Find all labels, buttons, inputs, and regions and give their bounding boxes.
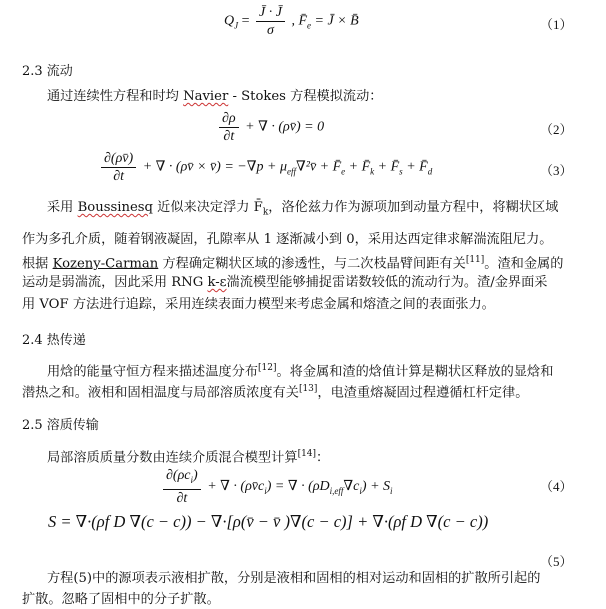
equation-4: $\frac{\partial(\rho c_i)}{\partial t}$ + ∇ · $(\rho v̄c_i)$ = ∇ · $(\rho D_{i,eff}\nabla c_i) + S_i$ bbox=[160, 467, 393, 507]
term-boussinesq: Boussinesq bbox=[77, 200, 153, 215]
paragraph-buoyancy-line-3: 根据 Kozeny-Carman 方程确定糊状区域的渗透性，与二次枝晶臂间距有关[11]。渣和金属的 bbox=[22, 255, 564, 272]
section-heading-2-5: 2.5 溶质传输 bbox=[22, 418, 99, 433]
paragraph-buoyancy-line-2: 作为多孔介质，随着钢液凝固，孔隙率从 1 逐渐减小到 0，采用达西定律求解湍流阻尼力。 bbox=[22, 232, 553, 247]
paragraph-heat-line-1: 用焓的能量守恒方程来描述温度分布[12]。将金属和渣的焓值计算是糊状区释放的显焓和 bbox=[47, 363, 554, 380]
equation-1: $Q_J$ = $\frac{J̄ \cdot J̄}{\sigma}$ , $F̄_e$ = J̄ × B̄ bbox=[224, 5, 359, 38]
paragraph-heat-line-2: 潜热之和。液相和固相温度与局部溶质浓度有关[13]，电渣重熔凝固过程遵循杠杆定律。 bbox=[22, 384, 529, 401]
equation-3-number: （3） bbox=[540, 163, 573, 178]
equation-3: $\frac{\partial(\rho v̄)}{\partial t}$ + ∇ · (ρv̄ × v̄) = $-\nabla p + \mu_{eff}\nabla^2v̄$ + $F̄_e$ + $F̄_k$ + $F̄_s$ + $F̄_d$ bbox=[98, 150, 432, 185]
equation-5-number: （5） bbox=[540, 554, 573, 569]
equation-2-number: （2） bbox=[540, 122, 573, 137]
equation-2: $\frac{\partial\rho}{\partial t}$ + ∇ · (ρv̄) = 0 bbox=[216, 110, 324, 145]
equation-5: S = ∇·(ρf D ∇(c − c)) − ∇·[ρ(v̄ − v̄ )∇(c − c)] + ∇·(ρf D ∇(c − c)) bbox=[48, 512, 489, 531]
equation-4-number: （4） bbox=[540, 479, 573, 494]
paragraph-buoyancy-line-5: 用 VOF 方法进行追踪，采用连续表面力模型来考虑金属和熔渣之间的表面张力。 bbox=[22, 297, 495, 312]
paragraph-source-term-line-2: 扩散。忽略了固相中的分子扩散。 bbox=[22, 592, 220, 607]
paragraph-flow-intro: 通过连续性方程和时均 Navier - Stokes 方程模拟流动： bbox=[47, 89, 383, 104]
paragraph-buoyancy-line-4: 运动是弱湍流，因此采用 RNG k-ε湍流模型能够捕捉雷诺数较低的流动行为。渣/金界面采 bbox=[22, 275, 548, 290]
paragraph-buoyancy-line-1: 采用 Boussinesq 近似来决定浮力 $F̄_k$，洛伦兹力作为源项加到动量方程中，将糊状区域 bbox=[47, 200, 559, 218]
term-navier: Navier bbox=[183, 89, 229, 104]
equation-1-number: （1） bbox=[540, 17, 573, 32]
term-kozeny-carman: Kozeny-Carman bbox=[52, 256, 159, 272]
section-heading-2-4: 2.4 热传递 bbox=[22, 333, 86, 348]
paragraph-solute-intro: 局部溶质质量分数由连续介质混合模型计算[14]： bbox=[47, 449, 330, 466]
section-heading-2-3: 2.3 流动 bbox=[22, 64, 73, 79]
paragraph-source-term-line-1: 方程(5)中的源项表示液相扩散，分别是液相和固相的相对运动和固相的扩散所引起的 bbox=[47, 571, 541, 586]
term-k-epsilon: k-ε bbox=[207, 275, 227, 290]
